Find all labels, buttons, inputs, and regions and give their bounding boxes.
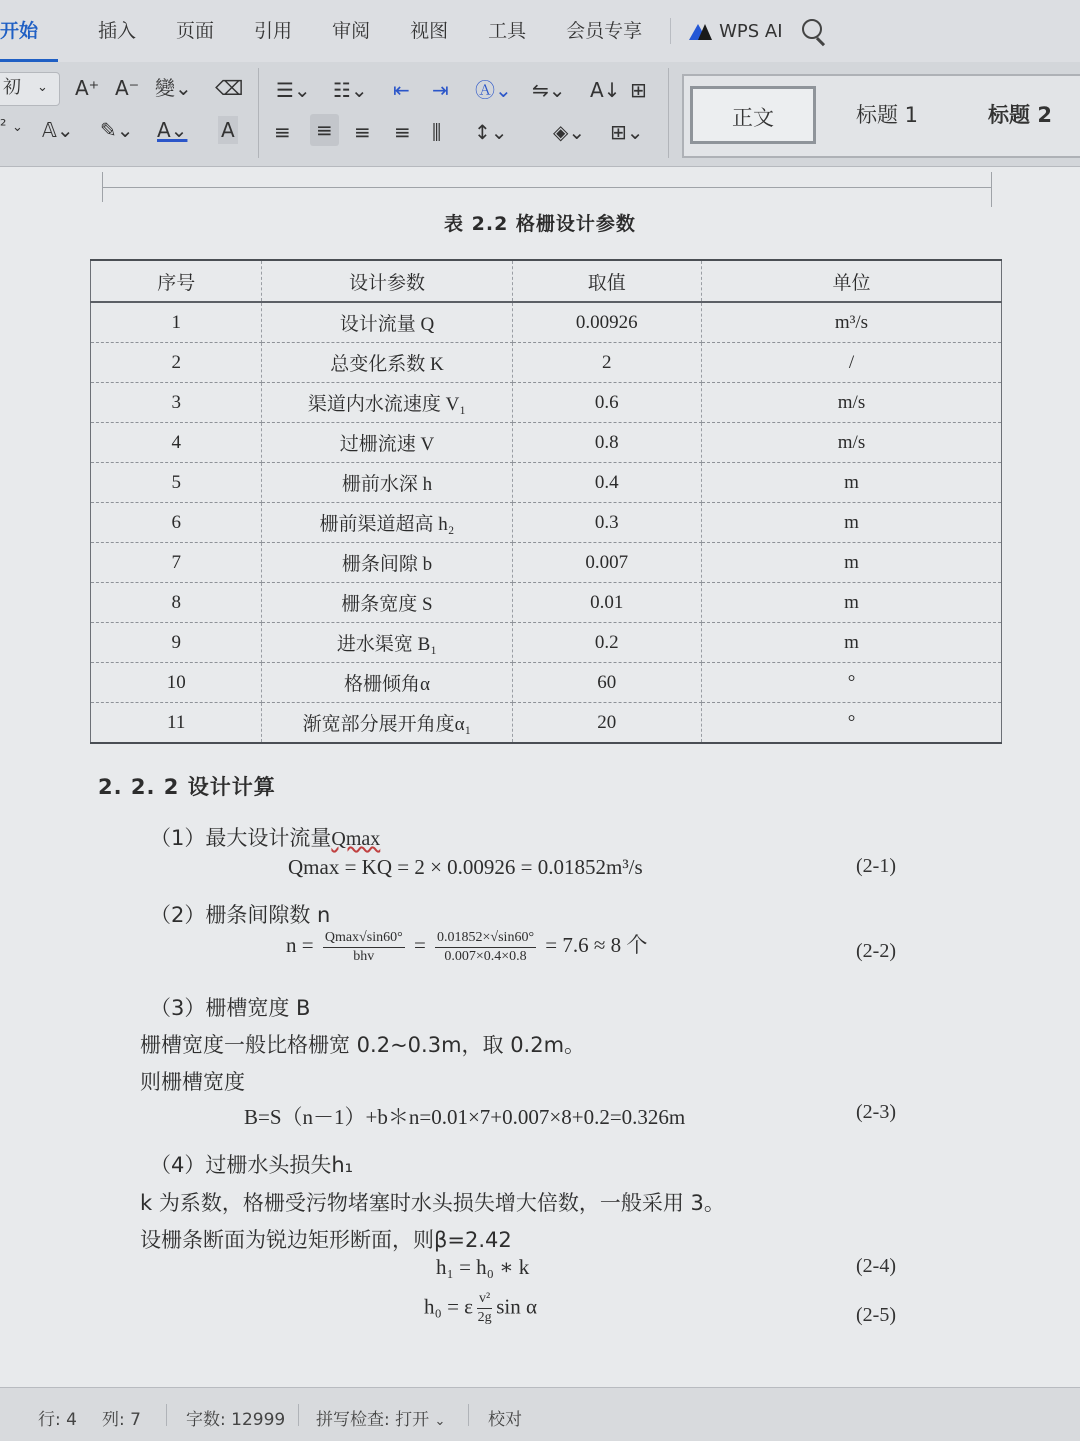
char-shading-icon[interactable]: A — [218, 116, 238, 144]
text-direction-icon[interactable]: Ⓐ⌄ — [475, 78, 512, 102]
align-center-icon[interactable]: ≡ — [310, 114, 339, 146]
table-cell: 0.01 — [512, 583, 702, 623]
style-gallery — [682, 74, 1080, 158]
eq2-lhs: n = — [286, 933, 314, 957]
shading-icon[interactable]: ◈⌄ — [553, 120, 586, 144]
style-normal[interactable]: 正文 — [690, 86, 816, 144]
table-cell: 0.4 — [512, 463, 702, 503]
table-cell: 0.007 — [512, 543, 702, 583]
wps-ai-label: WPS AI — [719, 20, 783, 42]
decrease-font-icon[interactable]: A⁻ — [115, 76, 140, 100]
chevron-down-icon: ⌄ — [37, 80, 48, 95]
status-divider — [468, 1404, 469, 1426]
equation-2-5 — [424, 1291, 537, 1326]
font-color-icon[interactable]: A⌄ — [157, 118, 188, 142]
table-cell: 渠道内水流速度 V₁ — [262, 383, 512, 423]
fraction-denominator: 2g — [477, 1310, 492, 1325]
align-left-icon[interactable]: ≡ — [274, 120, 291, 144]
table-cell: 11 — [91, 703, 262, 744]
table-cell: 0.00926 — [512, 302, 702, 343]
tab-references[interactable]: 引用 — [254, 20, 293, 42]
table-cell: 设计流量 Q — [262, 302, 512, 343]
table-cell: m³/s — [702, 302, 1002, 343]
section-heading: 2. 2. 2 设计计算 — [98, 775, 276, 799]
equation-number: (2-5) — [856, 1304, 896, 1326]
item4-line1: k 为系数，格栅受污物堵塞时水头损失增大倍数，一般采用 3。 — [140, 1191, 725, 1215]
status-divider — [166, 1404, 167, 1426]
table-cell: 10 — [91, 663, 262, 703]
table-row — [91, 583, 1002, 623]
tab-tools[interactable]: 工具 — [488, 20, 527, 42]
table-cell: 5 — [91, 463, 262, 503]
tab-page[interactable]: 页面 — [176, 20, 215, 42]
tab-member[interactable]: 会员专享 — [566, 20, 643, 42]
table-row — [91, 663, 1002, 703]
page-margin-left-corner — [102, 172, 103, 202]
table-cell: 20 — [512, 703, 702, 744]
equation-number: (2-1) — [856, 855, 896, 877]
spell-check-label: 拼写检查: 打开 — [316, 1410, 430, 1430]
text-effect-icon[interactable]: 𝔸⌄ — [42, 118, 74, 142]
wps-ai-button[interactable] — [679, 21, 792, 42]
table-row — [91, 302, 1002, 343]
equation-2-4: h₁ = h₀ ∗ k — [436, 1255, 530, 1279]
border-icon[interactable]: ⊞⌄ — [610, 120, 644, 144]
table-cell: 过栅流速 V — [262, 423, 512, 463]
table-cell: m — [702, 583, 1002, 623]
table-cell: 2 — [91, 343, 262, 383]
chevron-down-icon[interactable]: ⌄ — [12, 120, 23, 135]
eq5-lhs: h₀ = ε — [424, 1294, 473, 1319]
table-cell: 1 — [91, 302, 262, 343]
tab-insert[interactable]: 插入 — [98, 20, 137, 42]
menu-divider — [670, 18, 671, 44]
table-cell: 60 — [512, 663, 702, 703]
ribbon-divider — [258, 68, 259, 158]
wps-ai-logo-icon — [689, 22, 711, 40]
table-cell: m/s — [702, 423, 1002, 463]
table-cell: 6 — [91, 503, 262, 543]
table-cell: m — [702, 623, 1002, 663]
distributed-icon[interactable]: ⫼ — [432, 120, 442, 144]
ribbon-divider — [668, 68, 669, 158]
line-sort-icon[interactable]: ⇋⌄ — [532, 78, 566, 102]
style-heading-1[interactable]: 标题 1 — [855, 103, 919, 127]
item1-title — [150, 822, 380, 852]
line-spacing-icon[interactable]: ↕⌄ — [474, 120, 508, 144]
increase-indent-icon[interactable]: ⇥ — [432, 78, 449, 102]
bullet-list-icon[interactable]: ☰⌄ — [276, 78, 311, 102]
eq2-fraction-1 — [323, 930, 405, 965]
fraction-numerator: Qmax√sin60° — [323, 930, 405, 948]
status-column: 列: 7 — [102, 1410, 141, 1430]
page-margin-right-corner — [991, 172, 992, 207]
eq2-fraction-2 — [435, 930, 536, 965]
fraction-denominator: bhv — [353, 948, 375, 964]
table-cell: 2 — [512, 343, 702, 383]
equation-2-3: B=S（n－1）+b＊n=0.01×7+0.007×8+0.2=0.326m — [244, 1105, 686, 1129]
phonetic-guide-icon[interactable]: 變⌄ — [155, 76, 192, 100]
table-cell: 栅条宽度 S — [262, 583, 512, 623]
decrease-indent-icon[interactable]: ⇤ — [393, 78, 410, 102]
font-name-value: 初 — [3, 77, 21, 98]
table-cell: 7 — [91, 543, 262, 583]
table-cell: 栅前水深 h — [262, 463, 512, 503]
table-row — [91, 343, 1002, 383]
table-cell: 栅条间隙 b — [262, 543, 512, 583]
table-cell: 0.2 — [512, 623, 702, 663]
fraction-denominator: 0.007×0.4×0.8 — [444, 948, 527, 964]
item4-title: （4）过栅水头损失h₁ — [150, 1153, 354, 1177]
justify-icon[interactable]: ≡ — [394, 120, 411, 144]
menu-bar — [0, 0, 1080, 62]
table-row — [91, 543, 1002, 583]
table-row — [91, 463, 1002, 503]
table-row — [91, 623, 1002, 663]
status-proofread[interactable]: 校对 — [488, 1410, 522, 1430]
item2-title: （2）栅条间隙数 n — [150, 903, 331, 927]
table-cell: 9 — [91, 623, 262, 663]
table-header-cell: 单位 — [702, 260, 1002, 302]
table-cell: 渐宽部分展开角度α₁ — [262, 703, 512, 744]
table-cell: ° — [702, 663, 1002, 703]
eq5-rhs: sin α — [496, 1294, 537, 1319]
item3-line1: 栅槽宽度一般比格栅宽 0.2~0.3m，取 0.2m。 — [140, 1033, 586, 1057]
table-cell: 8 — [91, 583, 262, 623]
item3-title: （3）栅槽宽度 B — [150, 996, 311, 1020]
tab-home[interactable]: 开始 — [0, 0, 58, 62]
tab-review[interactable]: 审阅 — [332, 20, 371, 42]
status-word-count[interactable]: 字数: 12999 — [186, 1410, 286, 1430]
increase-font-icon[interactable]: A⁺ — [75, 76, 100, 100]
ribbon-toolbar — [0, 62, 1080, 167]
table-cell: 3 — [91, 383, 262, 423]
eq5-fraction — [477, 1291, 492, 1326]
table-cell: m — [702, 463, 1002, 503]
tab-view[interactable]: 视图 — [410, 20, 449, 42]
table-cell: m — [702, 503, 1002, 543]
table-row — [91, 423, 1002, 463]
table-cell: 总变化系数 K — [262, 343, 512, 383]
clear-format-icon[interactable]: ⌫ — [215, 76, 244, 100]
table-cell: 0.8 — [512, 423, 702, 463]
table-header-row — [91, 260, 1002, 302]
show-marks-icon[interactable]: ⊞ — [630, 78, 647, 102]
font-name-select[interactable] — [0, 72, 60, 106]
table-row — [91, 503, 1002, 543]
status-bar — [0, 1387, 1080, 1441]
table-caption: 表 2.2 格栅设计参数 — [444, 213, 636, 235]
table-cell: 栅前渠道超高 h₂ — [262, 503, 512, 543]
fraction-numerator: v² — [477, 1291, 492, 1309]
equation-2-1: Qmax = KQ = 2 × 0.00926 = 0.01852m³/s — [288, 855, 643, 879]
font-size-value[interactable]: ² — [0, 116, 7, 135]
chevron-down-icon: ⌄ — [434, 1414, 446, 1429]
equation-number: (2-4) — [856, 1255, 896, 1277]
table-row — [91, 383, 1002, 423]
table-row — [91, 703, 1002, 744]
item3-line2: 则栅槽宽度 — [140, 1070, 245, 1094]
item4-line2: 设栅条断面为锐边矩形断面，则β=2.42 — [140, 1228, 512, 1252]
page-margin-top — [102, 187, 992, 188]
table-cell: ° — [702, 703, 1002, 744]
table-cell: 0.6 — [512, 383, 702, 423]
equation-2-2 — [286, 929, 647, 965]
equation-number: (2-2) — [856, 940, 896, 962]
table-cell: 格栅倾角α — [262, 663, 512, 703]
equals-sign: = — [413, 933, 426, 957]
align-right-icon[interactable]: ≡ — [354, 120, 371, 144]
status-divider — [298, 1404, 299, 1426]
equation-number: (2-3) — [856, 1101, 896, 1123]
table-cell: / — [702, 343, 1002, 383]
table-header-cell: 序号 — [91, 260, 262, 302]
design-parameters-table — [90, 259, 1002, 744]
status-spell-check[interactable] — [316, 1405, 445, 1430]
eq2-rhs: = 7.6 ≈ 8 个 — [545, 933, 648, 957]
table-cell: m/s — [702, 383, 1002, 423]
table-cell: 4 — [91, 423, 262, 463]
item1-title-text: （1）最大设计流量 — [150, 826, 332, 850]
table-header-cell: 设计参数 — [262, 260, 512, 302]
table-header-cell: 取值 — [512, 260, 702, 302]
style-heading-2[interactable]: 标题 2 — [988, 103, 1052, 127]
numbered-list-icon[interactable]: ☷⌄ — [333, 78, 368, 102]
document-page[interactable] — [0, 167, 1080, 1387]
status-row: 行: 4 — [38, 1410, 77, 1430]
table-cell: 0.3 — [512, 503, 702, 543]
search-icon[interactable] — [799, 16, 829, 46]
fraction-numerator: 0.01852×√sin60° — [435, 930, 536, 948]
item1-symbol: Qmax — [331, 828, 381, 850]
sort-icon[interactable]: A↓ — [590, 78, 621, 102]
table-cell: 进水渠宽 B₁ — [262, 623, 512, 663]
table-cell: m — [702, 543, 1002, 583]
highlight-icon[interactable]: ✎⌄ — [100, 118, 134, 142]
